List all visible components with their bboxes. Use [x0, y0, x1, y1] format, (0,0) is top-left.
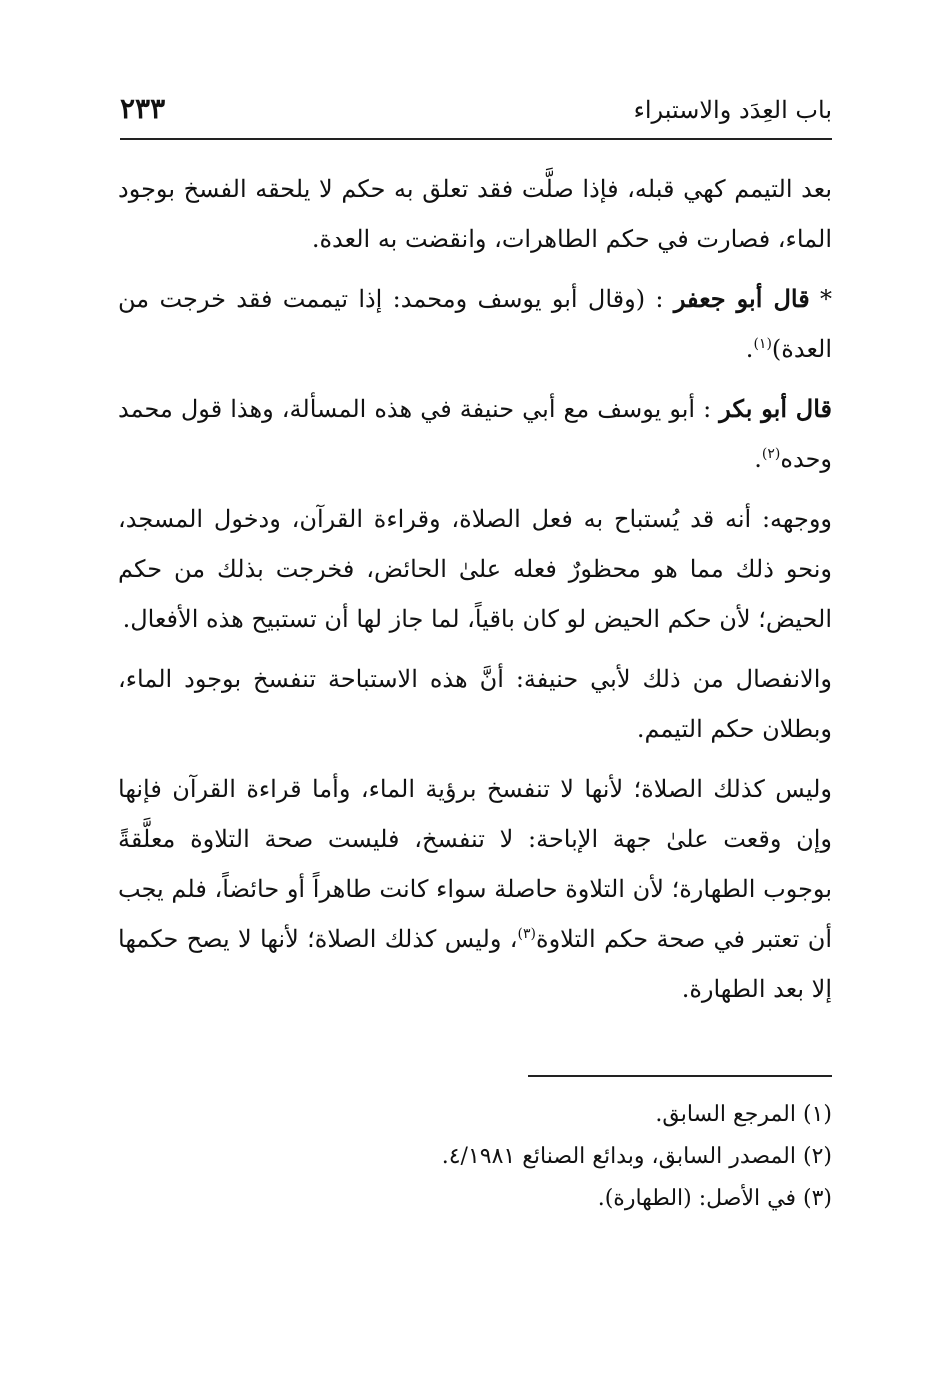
paragraph-marker: *	[809, 285, 832, 313]
paragraph	[118, 164, 832, 264]
paragraph-text: وليس كذلك الصلاة؛ لأنها لا تنفسخ برؤية الماء، وأما قراءة القرآن فإنها وإن وقعت علىٰ جهة الإباحة: لا تنفسخ، فليست صحة التلاوة معلَّقةً بوجوب الطهارة؛ لأن التلاوة حاصلة سواء كانت طاهراً أو حائضاً، فلم يجب أن تعتبر في صحة حكم التلاوة	[118, 775, 833, 953]
footnote-ref[interactable]: (٣)	[517, 926, 537, 942]
paragraph	[118, 654, 832, 754]
paragraph-text: : (وقال أبو يوسف ومحمد: إذا تيممت فقد خرجت من العدة)	[118, 285, 832, 363]
paragraph-suffix: .	[745, 335, 754, 363]
paragraph	[118, 384, 832, 484]
footnote: (٣) في الأصل: (الطهارة).	[597, 1186, 832, 1211]
paragraph	[118, 494, 832, 644]
footnote-ref[interactable]: (١)	[753, 336, 772, 352]
chapter-title: باب العِدَد والاستبراء	[633, 96, 832, 124]
paragraph	[118, 764, 832, 1014]
paragraph-text: : أبو يوسف مع أبي حنيفة في هذه المسألة، وهذا قول محمد وحده	[118, 395, 832, 473]
speaker-name: قال أبو جعفر	[673, 284, 810, 313]
running-header	[120, 92, 832, 140]
footnote: (٢) المصدر السابق، وبدائع الصنائع ٤/١٩٨١.	[441, 1144, 832, 1169]
paragraph	[118, 274, 832, 374]
footnote: (١) المرجع السابق.	[655, 1102, 832, 1127]
body-text	[118, 164, 832, 1014]
page-number: ٢٣٣	[120, 92, 166, 125]
footnote-ref[interactable]: (٢)	[761, 446, 781, 462]
paragraph-text: ووجهه: أنه قد يُستباح به فعل الصلاة، وقراءة القرآن، ودخول المسجد، ونحو ذلك مما هو محظورٌ فعله علىٰ الحائض، فخرجت بذلك من حكم الحيض؛ لأن حكم الحيض لو كان باقياً، لما جاز لها أن تستبيح هذه الأفعال.	[118, 505, 832, 633]
speaker-name: قال أبو بكر	[719, 394, 832, 423]
paragraph-text: والانفصال من ذلك لأبي حنيفة: أنَّ هذه الاستباحة تنفسخ بوجود الماء، وبطلان حكم التيمم.	[118, 665, 832, 743]
paragraph-suffix: .	[754, 445, 762, 473]
footnotes	[118, 1094, 832, 1220]
paragraph-text: بعد التيمم كهي قبله، فإذا صلَّت فقد تعلق به حكم لا يلحقه الفسخ بوجود الماء، فصارت في حكم الطاهرات، وانقضت به العدة.	[118, 175, 832, 253]
paragraph-suffix: ، وليس كذلك الصلاة؛ لأنها لا يصح حكمها إلا بعد الطهارة.	[118, 925, 832, 1003]
footnote-divider	[528, 1075, 832, 1077]
